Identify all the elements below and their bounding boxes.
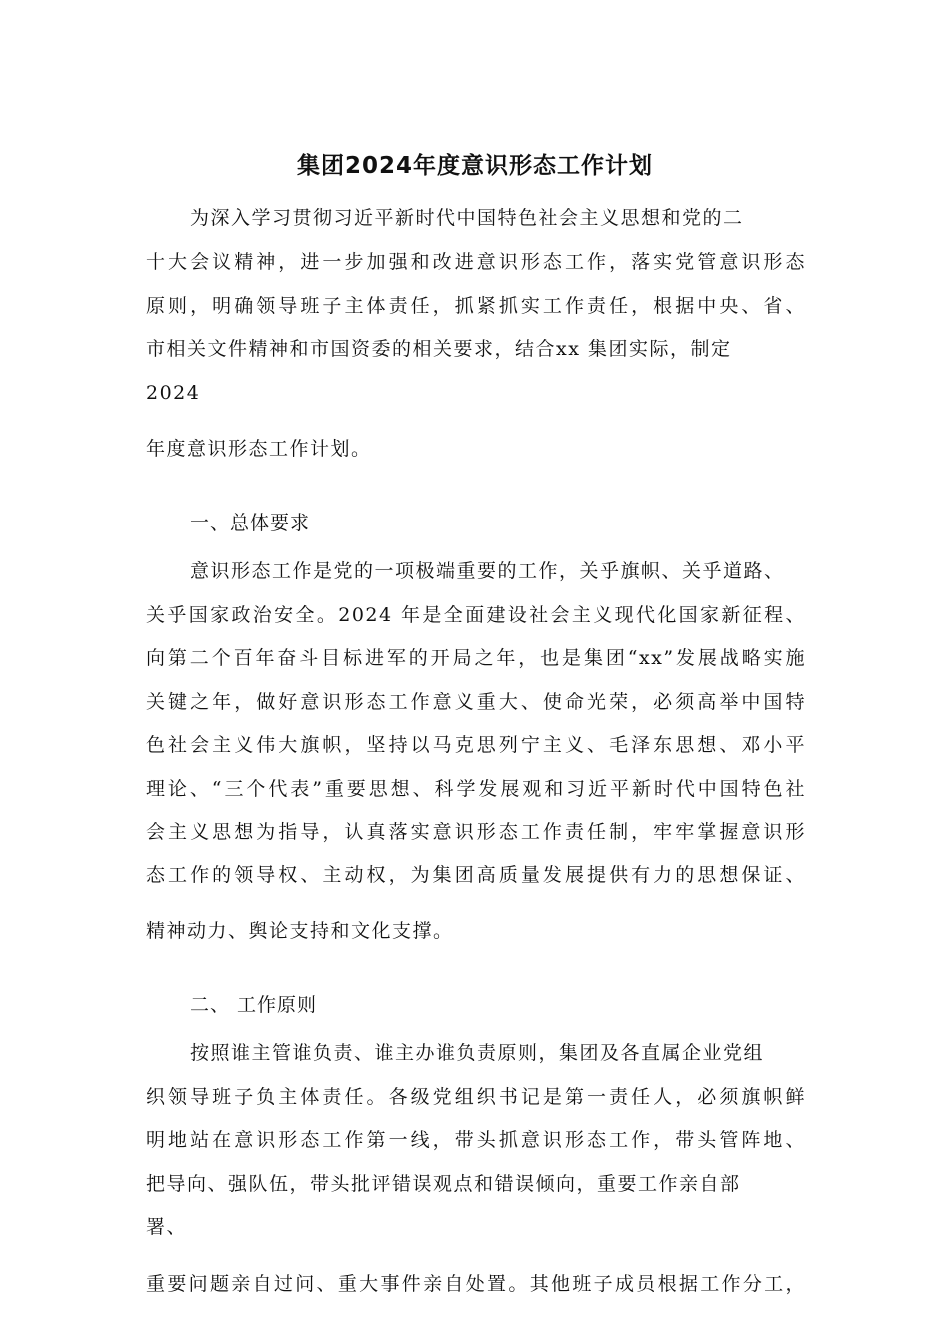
section1-line-5: 色社会主义伟大旗帜，坚持以马克思列宁主义、毛泽东思想、邓小平 bbox=[146, 734, 806, 756]
section2-line-5: 署、 bbox=[146, 1216, 188, 1238]
section1-line-6: 理论、“三个代表”重要思想、科学发展观和习近平新时代中国特色社 bbox=[146, 778, 806, 800]
section1-line-2: 关乎国家政治安全。2024 年是全面建设社会主义现代化国家新征程、 bbox=[146, 604, 806, 626]
section1-line-4: 关键之年，做好意识形态工作意义重大、使命光荣，必须高举中国特 bbox=[146, 691, 806, 713]
section2-line-3: 明地站在意识形态工作第一线，带头抓意识形态工作，带头管阵地、 bbox=[146, 1129, 806, 1151]
section1-line-7: 会主义思想为指导，认真落实意识形态工作责任制，牢牢掌握意识形 bbox=[146, 821, 806, 843]
intro-line-6: 年度意识形态工作计划。 bbox=[146, 438, 372, 460]
section1-line-3: 向第二个百年奋斗目标进军的开局之年，也是集团“xx”发展战略实施 bbox=[146, 647, 806, 669]
section2-line-6: 重要问题亲自过问、重大事件亲自处置。其他班子成员根据工作分工， bbox=[146, 1273, 806, 1295]
intro-line-5: 2024 bbox=[146, 382, 201, 404]
intro-line-3: 原则，明确领导班子主体责任，抓紧抓实工作责任，根据中央、省、 bbox=[146, 295, 806, 317]
section1-line-1: 意识形态工作是党的一项极端重要的工作，关乎旗帜、关乎道路、 bbox=[190, 560, 785, 582]
intro-line-2: 十大会议精神，进一步加强和改进意识形态工作，落实党管意识形态 bbox=[146, 251, 806, 273]
document-title: 集团2024年度意识形态工作计划 bbox=[296, 153, 653, 179]
intro-line-4: 市相关文件精神和市国资委的相关要求，结合xx 集团实际，制定 bbox=[146, 338, 732, 360]
intro-line-1: 为深入学习贯彻习近平新时代中国特色社会主义思想和党的二 bbox=[190, 207, 744, 229]
section2-heading: 二、 工作原则 bbox=[190, 994, 318, 1016]
section2-line-4: 把导向、强队伍，带头批评错误观点和错误倾向，重要工作亲自部 bbox=[146, 1173, 741, 1195]
section1-line-9: 精神动力、舆论支持和文化支撑。 bbox=[146, 920, 454, 942]
section1-line-8: 态工作的领导权、主动权，为集团高质量发展提供有力的思想保证、 bbox=[146, 864, 806, 886]
section2-line-2: 织领导班子负主体责任。各级党组织书记是第一责任人，必须旗帜鲜 bbox=[146, 1086, 806, 1108]
section1-heading: 一、总体要求 bbox=[190, 512, 311, 534]
section2-line-1: 按照谁主管谁负责、谁主办谁负责原则，集团及各直属企业党组 bbox=[190, 1042, 765, 1064]
